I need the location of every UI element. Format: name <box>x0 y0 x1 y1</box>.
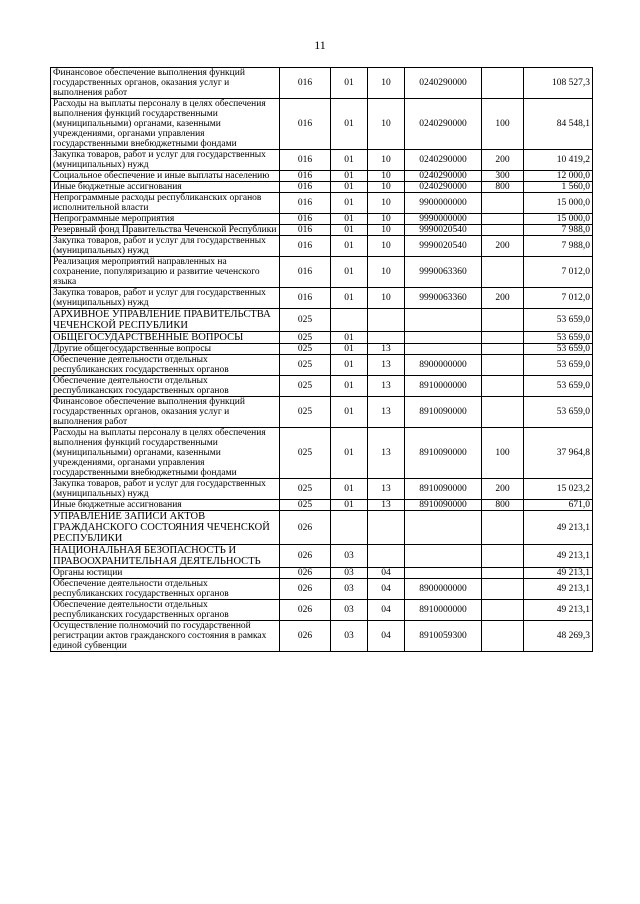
target-article-cell <box>405 344 482 355</box>
expense-type-cell: 100 <box>482 99 524 150</box>
subsection-code-cell: 10 <box>368 257 405 288</box>
ministry-code-cell: 025 <box>280 397 331 428</box>
section-code-cell: 01 <box>331 150 368 171</box>
amount-cell: 49 213,1 <box>524 579 593 600</box>
expense-type-cell <box>482 332 524 344</box>
ministry-code-cell: 016 <box>280 236 331 257</box>
row-name-cell: Обеспечение деятельности отдельных республиканских государственных органов <box>51 376 280 397</box>
target-article-cell <box>405 332 482 344</box>
subsection-code-cell: 10 <box>368 214 405 225</box>
target-article-cell: 0240290000 <box>405 171 482 182</box>
expense-type-cell <box>482 397 524 428</box>
section-code-cell: 01 <box>331 182 368 193</box>
expense-type-cell: 200 <box>482 479 524 500</box>
section-code-cell: 01 <box>331 397 368 428</box>
section-code-cell: 01 <box>331 479 368 500</box>
amount-cell: 7 988,0 <box>524 236 593 257</box>
section-code-cell: 01 <box>331 68 368 99</box>
row-name-cell: Осуществление полномочий по государственной регистрации актов гражданского состояния в рамках единой субвенции <box>51 621 280 652</box>
expense-type-cell <box>482 376 524 397</box>
target-article-cell: 8910000000 <box>405 376 482 397</box>
amount-cell: 49 213,1 <box>524 545 593 568</box>
table-row <box>51 479 593 500</box>
table-row <box>51 600 593 621</box>
subsection-code-cell: 10 <box>368 225 405 236</box>
table-row <box>51 545 593 568</box>
table-row <box>51 257 593 288</box>
section-code-cell: 01 <box>331 171 368 182</box>
table-row <box>51 171 593 182</box>
expense-type-cell <box>482 214 524 225</box>
row-name-cell: УПРАВЛЕНИЕ ЗАПИСИ АКТОВ ГРАЖДАНСКОГО СОСТОЯНИЯ ЧЕЧЕНСКОЙ РЕСПУБЛИКИ <box>51 511 280 545</box>
target-article-cell <box>405 511 482 545</box>
section-code-cell: 01 <box>331 236 368 257</box>
amount-cell: 15 023,2 <box>524 479 593 500</box>
section-code-cell: 03 <box>331 579 368 600</box>
table-row <box>51 376 593 397</box>
amount-cell: 49 213,1 <box>524 568 593 579</box>
budget-table <box>50 67 593 652</box>
amount-cell: 15 000,0 <box>524 214 593 225</box>
target-article-cell: 8910090000 <box>405 397 482 428</box>
target-article-cell: 8910090000 <box>405 428 482 479</box>
table-row <box>51 344 593 355</box>
row-name-cell: Иные бюджетные ассигнования <box>51 500 280 511</box>
amount-cell: 84 548,1 <box>524 99 593 150</box>
expense-type-cell <box>482 545 524 568</box>
amount-cell: 53 659,0 <box>524 355 593 376</box>
expense-type-cell <box>482 257 524 288</box>
row-name-cell: Непрограммные мероприятия <box>51 214 280 225</box>
target-article-cell: 8910090000 <box>405 500 482 511</box>
row-name-cell: АРХИВНОЕ УПРАВЛЕНИЕ ПРАВИТЕЛЬСТВА ЧЕЧЕНСКОЙ РЕСПУБЛИКИ <box>51 309 280 332</box>
ministry-code-cell: 016 <box>280 68 331 99</box>
row-name-cell: Расходы на выплаты персоналу в целях обеспечения выполнения функций государственными (муниципальными) органами, казенными учреждениями, органами управления государственными внебюджетными фондами <box>51 99 280 150</box>
subsection-code-cell: 04 <box>368 600 405 621</box>
table-row <box>51 150 593 171</box>
table-row <box>51 309 593 332</box>
row-name-cell: ОБЩЕГОСУДАРСТВЕННЫЕ ВОПРОСЫ <box>51 332 280 344</box>
ministry-code-cell: 026 <box>280 600 331 621</box>
subsection-code-cell: 04 <box>368 568 405 579</box>
ministry-code-cell: 025 <box>280 309 331 332</box>
expense-type-cell <box>482 600 524 621</box>
ministry-code-cell: 016 <box>280 225 331 236</box>
expense-type-cell <box>482 355 524 376</box>
row-name-cell: Расходы на выплаты персоналу в целях обеспечения выполнения функций государственными (муниципальными) органами, казенными учреждениями, органами управления государственными внебюджетными фондами <box>51 428 280 479</box>
ministry-code-cell: 025 <box>280 355 331 376</box>
target-article-cell <box>405 568 482 579</box>
amount-cell: 108 527,3 <box>524 68 593 99</box>
subsection-code-cell: 10 <box>368 193 405 214</box>
amount-cell: 53 659,0 <box>524 332 593 344</box>
section-code-cell: 03 <box>331 545 368 568</box>
subsection-code-cell <box>368 545 405 568</box>
expense-type-cell <box>482 568 524 579</box>
ministry-code-cell: 025 <box>280 344 331 355</box>
expense-type-cell: 100 <box>482 428 524 479</box>
row-name-cell: Иные бюджетные ассигнования <box>51 182 280 193</box>
target-article-cell: 8910000000 <box>405 600 482 621</box>
amount-cell: 15 000,0 <box>524 193 593 214</box>
ministry-code-cell: 016 <box>280 193 331 214</box>
section-code-cell: 03 <box>331 600 368 621</box>
expense-type-cell <box>482 309 524 332</box>
ministry-code-cell: 026 <box>280 579 331 600</box>
subsection-code-cell: 10 <box>368 99 405 150</box>
subsection-code-cell: 04 <box>368 579 405 600</box>
row-name-cell: Финансовое обеспечение выполнения функций государственных органов, оказания услуг и выполнения работ <box>51 397 280 428</box>
ministry-code-cell: 016 <box>280 99 331 150</box>
expense-type-cell <box>482 68 524 99</box>
row-name-cell: Другие общегосударственные вопросы <box>51 344 280 355</box>
table-row <box>51 355 593 376</box>
row-name-cell: Органы юстиции <box>51 568 280 579</box>
expense-type-cell: 200 <box>482 288 524 309</box>
ministry-code-cell: 016 <box>280 288 331 309</box>
row-name-cell: Резервный фонд Правительства Чеченской Республики <box>51 225 280 236</box>
ministry-code-cell: 026 <box>280 545 331 568</box>
expense-type-cell <box>482 193 524 214</box>
subsection-code-cell: 13 <box>368 428 405 479</box>
target-article-cell: 0240290000 <box>405 182 482 193</box>
table-row <box>51 397 593 428</box>
amount-cell: 53 659,0 <box>524 376 593 397</box>
row-name-cell: Непрограммные расходы республиканских органов исполнительной власти <box>51 193 280 214</box>
section-code-cell: 01 <box>331 355 368 376</box>
section-code-cell <box>331 511 368 545</box>
amount-cell: 53 659,0 <box>524 397 593 428</box>
table-row <box>51 288 593 309</box>
ministry-code-cell: 016 <box>280 171 331 182</box>
ministry-code-cell: 025 <box>280 332 331 344</box>
target-article-cell <box>405 309 482 332</box>
table-row <box>51 428 593 479</box>
table-row <box>51 621 593 652</box>
amount-cell: 7 988,0 <box>524 225 593 236</box>
amount-cell: 1 560,0 <box>524 182 593 193</box>
target-article-cell: 9990063360 <box>405 257 482 288</box>
row-name-cell: Реализация мероприятий направленных на сохранение, популяризацию и развитие чеченского языка <box>51 257 280 288</box>
expense-type-cell: 800 <box>482 500 524 511</box>
ministry-code-cell: 025 <box>280 500 331 511</box>
subsection-code-cell: 13 <box>368 344 405 355</box>
section-code-cell: 01 <box>331 257 368 288</box>
subsection-code-cell: 10 <box>368 288 405 309</box>
table-row <box>51 182 593 193</box>
section-code-cell: 01 <box>331 376 368 397</box>
subsection-code-cell: 13 <box>368 500 405 511</box>
ministry-code-cell: 026 <box>280 621 331 652</box>
subsection-code-cell <box>368 309 405 332</box>
row-name-cell: Обеспечение деятельности отдельных республиканских государственных органов <box>51 600 280 621</box>
subsection-code-cell: 13 <box>368 397 405 428</box>
ministry-code-cell: 016 <box>280 214 331 225</box>
target-article-cell: 8900000000 <box>405 355 482 376</box>
expense-type-cell: 300 <box>482 171 524 182</box>
section-code-cell: 01 <box>331 332 368 344</box>
ministry-code-cell: 016 <box>280 182 331 193</box>
ministry-code-cell: 016 <box>280 257 331 288</box>
section-code-cell <box>331 309 368 332</box>
section-code-cell: 01 <box>331 500 368 511</box>
section-code-cell: 01 <box>331 225 368 236</box>
table-row <box>51 568 593 579</box>
row-name-cell: Закупка товаров, работ и услуг для государственных (муниципальных) нужд <box>51 236 280 257</box>
page-number: 11 <box>314 38 326 52</box>
table-row <box>51 236 593 257</box>
amount-cell: 7 012,0 <box>524 257 593 288</box>
subsection-code-cell: 10 <box>368 171 405 182</box>
subsection-code-cell: 10 <box>368 150 405 171</box>
ministry-code-cell: 026 <box>280 511 331 545</box>
expense-type-cell <box>482 344 524 355</box>
section-code-cell: 01 <box>331 193 368 214</box>
amount-cell: 49 213,1 <box>524 511 593 545</box>
table-row <box>51 225 593 236</box>
ministry-code-cell: 025 <box>280 479 331 500</box>
amount-cell: 671,0 <box>524 500 593 511</box>
amount-cell: 48 269,3 <box>524 621 593 652</box>
amount-cell: 7 012,0 <box>524 288 593 309</box>
table-row <box>51 511 593 545</box>
table-row <box>51 99 593 150</box>
ministry-code-cell: 026 <box>280 568 331 579</box>
target-article-cell: 0240290000 <box>405 99 482 150</box>
table-row <box>51 68 593 99</box>
expense-type-cell <box>482 579 524 600</box>
target-article-cell: 0240290000 <box>405 68 482 99</box>
expense-type-cell <box>482 621 524 652</box>
amount-cell: 37 964,8 <box>524 428 593 479</box>
section-code-cell: 01 <box>331 99 368 150</box>
section-code-cell: 01 <box>331 344 368 355</box>
section-code-cell: 03 <box>331 568 368 579</box>
section-code-cell: 03 <box>331 621 368 652</box>
expense-type-cell: 200 <box>482 236 524 257</box>
target-article-cell: 0240290000 <box>405 150 482 171</box>
section-code-cell: 01 <box>331 214 368 225</box>
subsection-code-cell <box>368 332 405 344</box>
table-row <box>51 579 593 600</box>
target-article-cell: 9990020540 <box>405 236 482 257</box>
row-name-cell: Обеспечение деятельности отдельных республиканских государственных органов <box>51 355 280 376</box>
row-name-cell: Закупка товаров, работ и услуг для государственных (муниципальных) нужд <box>51 150 280 171</box>
target-article-cell: 9900000000 <box>405 193 482 214</box>
section-code-cell: 01 <box>331 288 368 309</box>
subsection-code-cell: 13 <box>368 376 405 397</box>
target-article-cell: 8910090000 <box>405 479 482 500</box>
row-name-cell: Закупка товаров, работ и услуг для государственных (муниципальных) нужд <box>51 479 280 500</box>
expense-type-cell: 800 <box>482 182 524 193</box>
amount-cell: 49 213,1 <box>524 600 593 621</box>
subsection-code-cell: 10 <box>368 68 405 99</box>
ministry-code-cell: 016 <box>280 150 331 171</box>
subsection-code-cell <box>368 511 405 545</box>
target-article-cell <box>405 545 482 568</box>
table-row <box>51 193 593 214</box>
ministry-code-cell: 025 <box>280 428 331 479</box>
target-article-cell: 8900000000 <box>405 579 482 600</box>
row-name-cell: Обеспечение деятельности отдельных республиканских государственных органов <box>51 579 280 600</box>
row-name-cell: Финансовое обеспечение выполнения функций государственных органов, оказания услуг и выполнения работ <box>51 68 280 99</box>
expense-type-cell <box>482 225 524 236</box>
section-code-cell: 01 <box>331 428 368 479</box>
amount-cell: 12 000,0 <box>524 171 593 182</box>
row-name-cell: Социальное обеспечение и иные выплаты населению <box>51 171 280 182</box>
target-article-cell: 8910059300 <box>405 621 482 652</box>
target-article-cell: 9990020540 <box>405 225 482 236</box>
table-row <box>51 500 593 511</box>
amount-cell: 53 659,0 <box>524 309 593 332</box>
subsection-code-cell: 13 <box>368 479 405 500</box>
subsection-code-cell: 04 <box>368 621 405 652</box>
ministry-code-cell: 025 <box>280 376 331 397</box>
amount-cell: 10 419,2 <box>524 150 593 171</box>
expense-type-cell: 200 <box>482 150 524 171</box>
row-name-cell: Закупка товаров, работ и услуг для государственных (муниципальных) нужд <box>51 288 280 309</box>
amount-cell: 53 659,0 <box>524 344 593 355</box>
row-name-cell: НАЦИОНАЛЬНАЯ БЕЗОПАСНОСТЬ И ПРАВООХРАНИТЕЛЬНАЯ ДЕЯТЕЛЬНОСТЬ <box>51 545 280 568</box>
subsection-code-cell: 10 <box>368 182 405 193</box>
expense-type-cell <box>482 511 524 545</box>
table-row <box>51 214 593 225</box>
target-article-cell: 9990063360 <box>405 288 482 309</box>
target-article-cell: 9990000000 <box>405 214 482 225</box>
table-row <box>51 332 593 344</box>
subsection-code-cell: 13 <box>368 355 405 376</box>
subsection-code-cell: 10 <box>368 236 405 257</box>
